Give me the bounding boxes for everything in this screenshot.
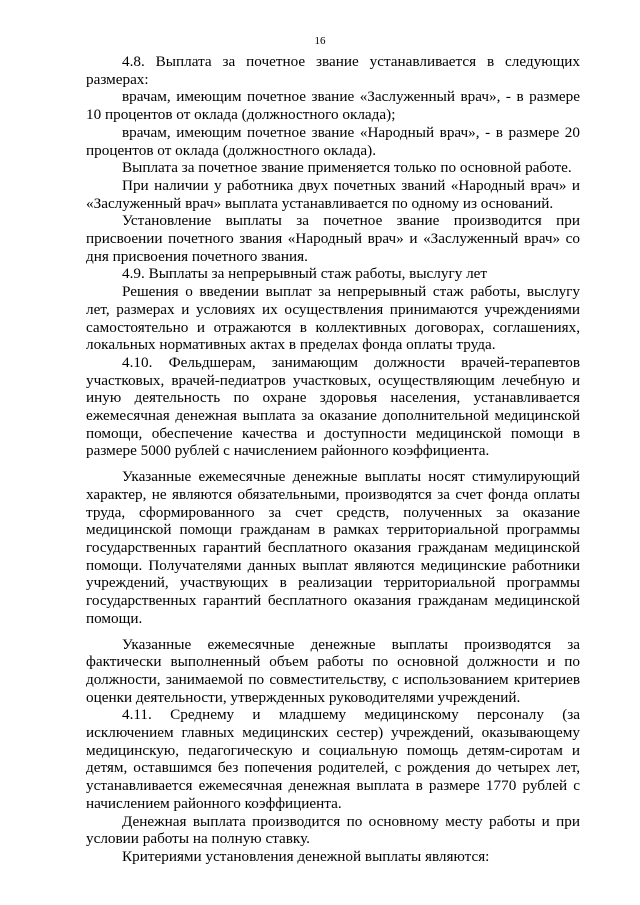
- paragraph-two-titles: При наличии у работника двух почетных званий «Народный врач» и «Заслуженный врач» выплата устанавливается по одному из оснований.: [86, 176, 580, 212]
- paragraph-title-award-date: Установление выплаты за почетное звание производится при присвоении почетного звания «Народный врач» и «Заслуженный врач» со дня присвоения почетного звания.: [86, 212, 580, 265]
- paragraph-4-11: 4.11. Среднему и младшему медицинскому персоналу (за исключением главных медицинских сестер) учреждений, оказывающему медицинскую, педагогическую и социальную помощь детям-сиротам и детям, оставшимся без попечения родителей, с рождения до четырех лет, устанавливается ежемесячная денежная выплата в размере 1770 рублей с начислением районного коэффициента.: [86, 706, 580, 812]
- paragraph-criteria: Критериями установления денежной выплаты являются:: [122, 847, 490, 865]
- paragraph-people-doctor: врачам, имеющим почетное звание «Народный врач», - в размере 20 процентов от оклада (должностного оклада).: [86, 123, 580, 159]
- paragraph-4-10: 4.10. Фельдшерам, занимающим должности врачей-терапевтов участковых, врачей-педиатров участковых, осуществляющим лечебную и иную деятельность по охране здоровья населения, устанавливается ежемесячная денежная выплата за оказание дополнительной медицинской помощи, обеспечение качества и доступности медицинской помощи в размере 5000 рублей с начислением районного коэффициента.: [86, 353, 580, 460]
- paragraph-stimulating-payments: Указанные ежемесячные денежные выплаты носят стимулирующий характер, не являются обязательными, производятся за счет фонда оплаты труда, сформированного за счет средств, полученных за оказание медицинской помощи гражданам в рамках территориальной программы государственных гарантий бесплатного оказания гражданам медицинской помощи. Получателями данных выплат являются медицинские работники учреждений, участвующих в реализации территориальной программы государственных гарантий бесплатного оказания гражданам медицинской помощи.: [86, 468, 580, 627]
- page-number: 16: [314, 35, 326, 47]
- paragraph-honored-doctor: врачам, имеющим почетное звание «Заслуженный врач», - в размере 10 процентов от оклада (должностного оклада);: [86, 88, 580, 124]
- document-body: [86, 53, 580, 866]
- paragraph-main-work: Выплата за почетное звание применяется только по основной работе.: [122, 159, 572, 177]
- paragraph-4-8: 4.8. Выплата за почетное звание устанавливается в следующих размерах:: [86, 53, 580, 88]
- paragraph-seniority: Решения о введении выплат за непрерывный стаж работы, выслугу лет, размерах и условиях их осуществления принимаются учреждениями самостоятельно и отражаются в коллективных договорах, соглашениях, локальных нормативных актах в пределах фонда оплаты труда.: [86, 283, 580, 354]
- paragraph-actual-volume: Указанные ежемесячные денежные выплаты производятся за фактически выполненный объем работы по основной должности и по должности, занимаемой по совместительству, с использованием критериев оценки деятельности, утвержденных руководителями учреждений.: [86, 635, 580, 706]
- paragraph-full-rate: Денежная выплата производится по основному месту работы и при условии работы на полную ставку.: [86, 812, 580, 848]
- paragraph-4-9-heading: 4.9. Выплаты за непрерывный стаж работы, выслугу лет: [122, 265, 488, 283]
